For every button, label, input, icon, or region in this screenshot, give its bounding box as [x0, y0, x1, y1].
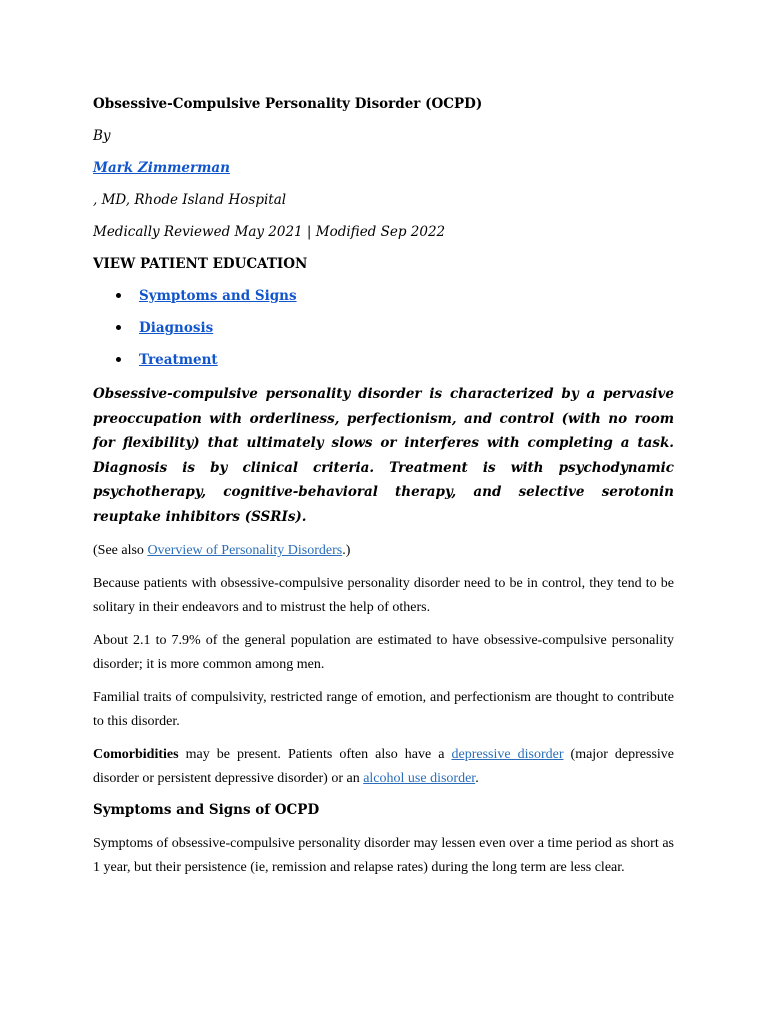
comorbidities-label: Comorbidities: [93, 746, 179, 762]
paragraph-prevalence: About 2.1 to 7.9% of the general population are estimated to have obsessive-compulsive personality disorder; it is more common among men.: [93, 632, 674, 672]
bullet-icon: [116, 325, 121, 330]
comorbidities-text-3: .: [475, 771, 479, 786]
document-page: [93, 94, 674, 889]
toc-item-symptoms: [93, 286, 674, 306]
paragraph-familial: Familial traits of compulsivity, restricted range of emotion, and perfectionism are thought to contribute to this disorder.: [93, 689, 674, 729]
table-of-contents: [93, 286, 674, 370]
article-summary: Obsessive-compulsive personality disorder is characterized by a pervasive preoccupation with orderliness, perfectionism, and control (with no room for flexibility) that ultimately slows or interferes with completing a task. Diagnosis is by clinical criteria. Treatment is with psychodynamic psychotherapy, cognitive-behavioral therapy, and selective serotonin reuptake inhibitors (SSRIs).: [93, 386, 674, 525]
bullet-icon: [116, 293, 121, 298]
paragraph-control: Because patients with obsessive-compulsive personality disorder need to be in control, they tend to be solitary in their endeavors and to mistrust the help of others.: [93, 575, 674, 615]
see-also-suffix: .): [342, 543, 351, 558]
see-also-prefix: (See also: [93, 543, 148, 558]
paragraph-comorbidities: [93, 743, 674, 792]
section-heading-symptoms: Symptoms and Signs of OCPD: [93, 801, 320, 818]
review-date: Medically Reviewed May 2021 | Modified Sep 2022: [93, 224, 446, 240]
toc-item-treatment: [93, 350, 674, 370]
comorbidities-text-1: may be present. Patients often also have a: [178, 746, 452, 762]
author-line: [93, 158, 674, 178]
toc-link-symptoms[interactable]: Symptoms and Signs: [139, 288, 297, 304]
toc-link-diagnosis[interactable]: Diagnosis: [139, 320, 214, 336]
bullet-icon: [116, 357, 121, 362]
toc-item-diagnosis: [93, 318, 674, 338]
paragraph-symptoms: Symptoms of obsessive-compulsive personality disorder may lessen even over a time period as short as 1 year, but their persistence (ie, remission and relapse rates) during the long term are less clear.: [93, 835, 674, 875]
alcohol-use-disorder-link[interactable]: alcohol use disorder: [363, 771, 476, 786]
article-title: Obsessive-Compulsive Personality Disorder (OCPD): [93, 96, 483, 112]
depressive-disorder-link[interactable]: depressive disorder: [451, 746, 564, 762]
byline-label: By: [93, 128, 111, 144]
patient-education-heading: VIEW PATIENT EDUCATION: [93, 256, 308, 272]
toc-link-treatment[interactable]: Treatment: [139, 352, 218, 368]
author-affiliation: , MD, Rhode Island Hospital: [93, 192, 287, 208]
see-also-line: [93, 539, 674, 564]
author-link[interactable]: Mark Zimmerman: [93, 160, 230, 176]
comorbidities-text-2: (major depressive disorder or persistent depressive disorder) or an: [93, 746, 674, 786]
see-also-link[interactable]: Overview of Personality Disorders: [147, 543, 343, 558]
